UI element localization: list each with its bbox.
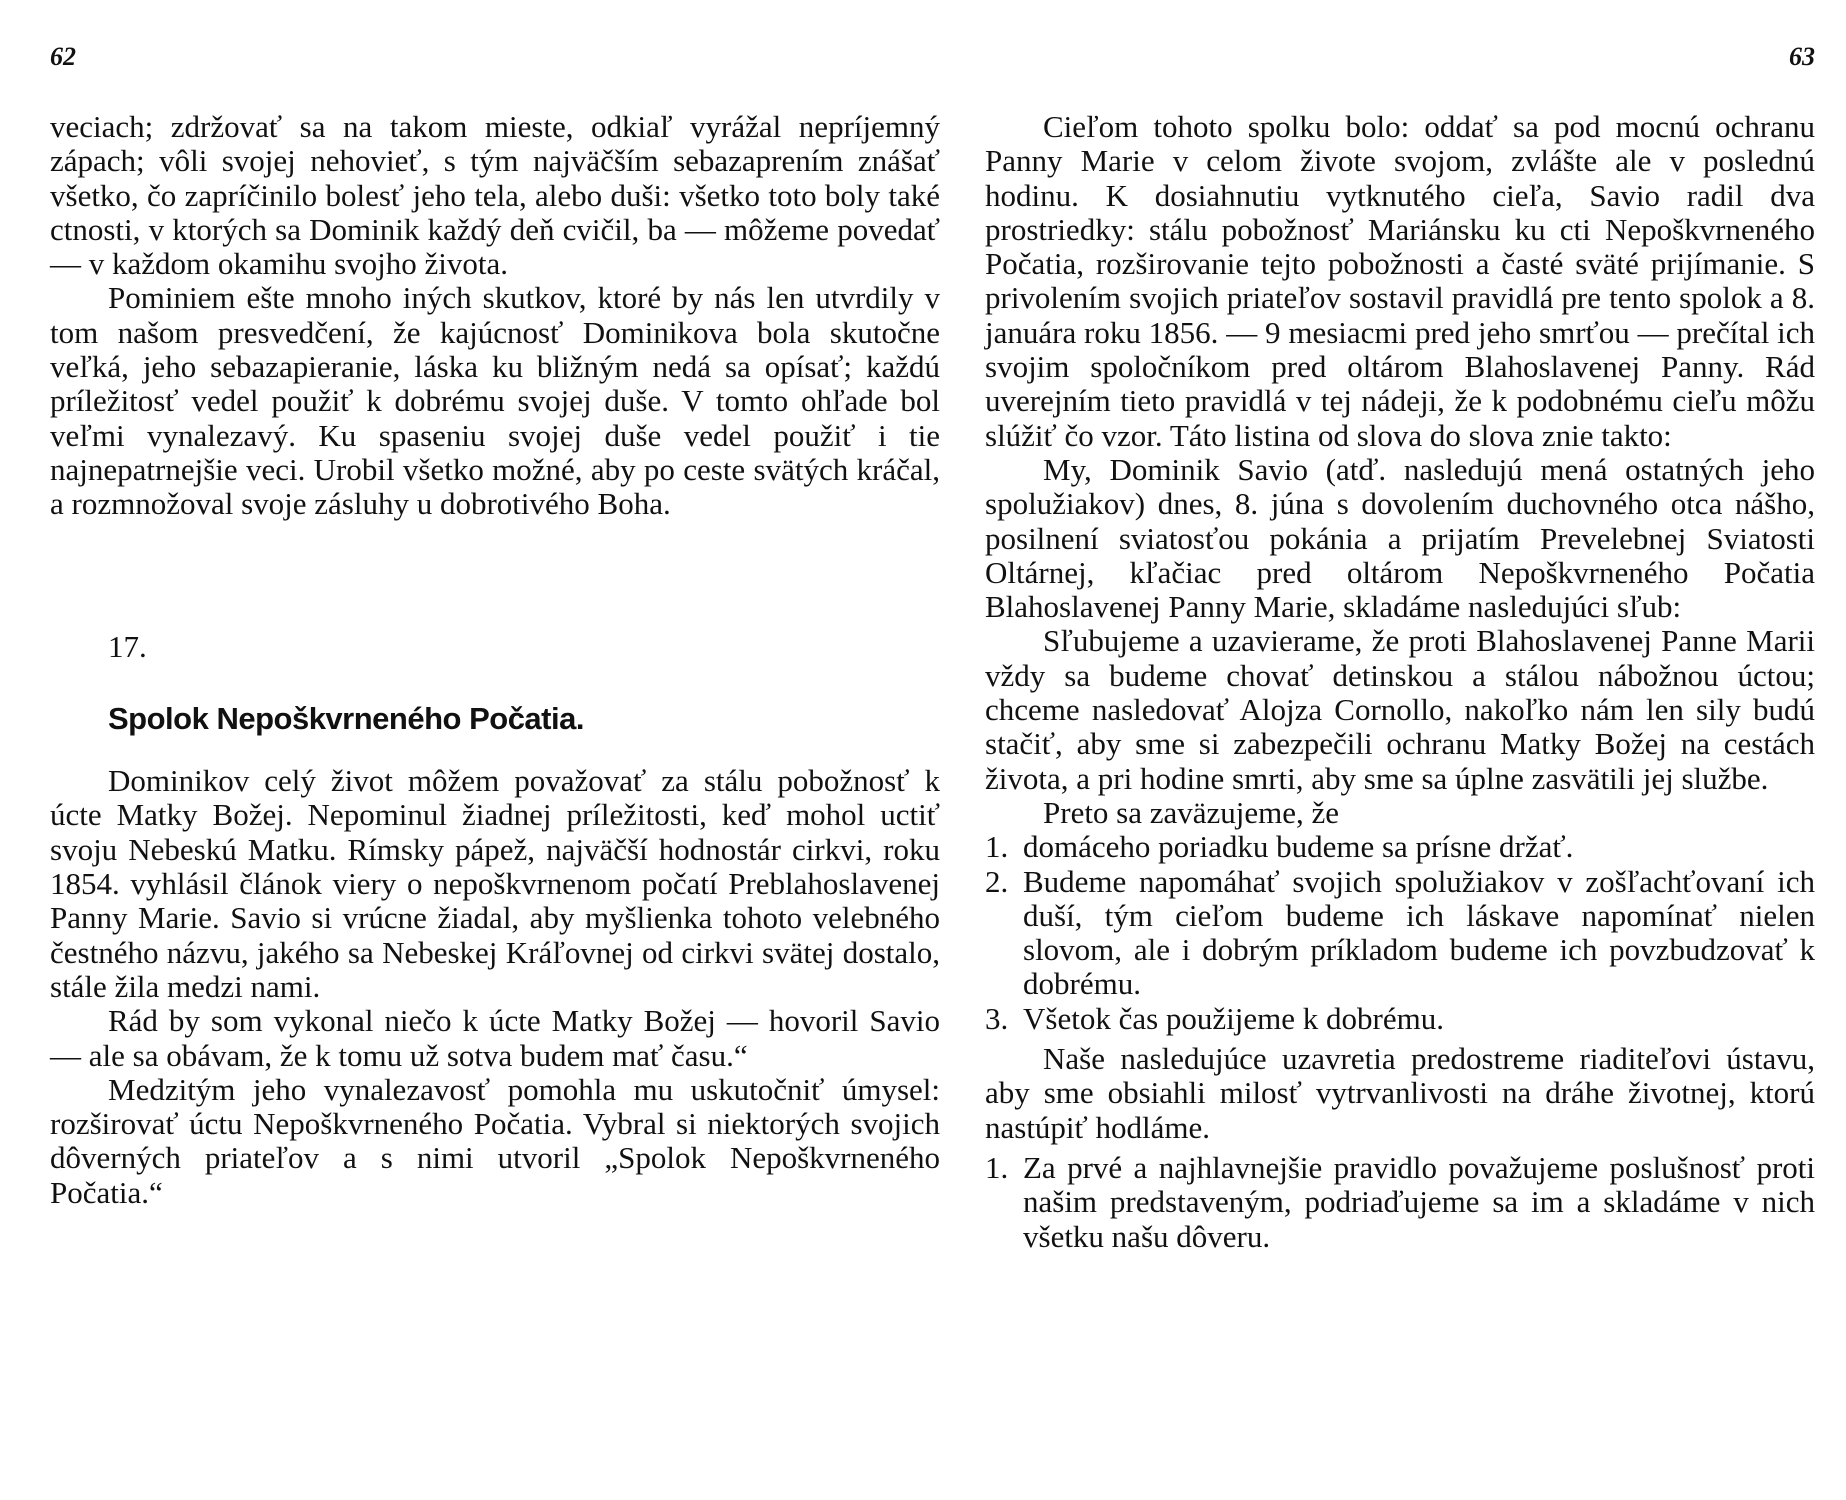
paragraph: Pominiem ešte mnoho iných skutkov, ktoré by nás len utvrdily v tom našom presvedčení, že kajúcnosť Dominikova bola skutočne veľká, jeho sebazapieranie, láska ku bližným nedá sa opísať; každú príležitosť vedel použiť k dobrému svojej duše. V tomto ohľade bol veľmi vynalezavý. Ku spaseniu svojej duše vedel použiť i tie najnepatrnejšie veci. Urobil všetko možné, aby po ceste svätých kráčal, a rozmnožoval svoje zásluhy u dobrotivého Boha. bbox=[50, 280, 940, 522]
list-item bbox=[985, 865, 1815, 1002]
paragraph: My, Dominik Savio (atď. nasledujú mená ostatných jeho spolužiakov) dnes, 8. júna s dovolením duchovného otca nášho, posilnení sviatosťou pokánia a prijatím Prevelebnej Sviatosti Oltárnej, kľačiac pred oltárom Nepoškvrneného Počatia Blahoslavenej Panny Marie, skladáme nasledujúci sľub: bbox=[985, 451, 1815, 625]
list-item bbox=[985, 1151, 1815, 1254]
list-text: Za prvé a najhlavnejšie pravidlo považujeme poslušnosť proti našim predstaveným, podriaďujeme sa im a skladáme v nich všetku našu dôveru. bbox=[1023, 1149, 1815, 1254]
list-text: Všetok čas použijeme k dobrému. bbox=[1023, 1000, 1444, 1036]
page-number: 63 bbox=[1789, 42, 1815, 71]
list-number: 3. bbox=[985, 1000, 1009, 1036]
paragraph: Sľubujeme a uzavierame, že proti Blahoslavenej Panne Marii vždy sa budeme chovať detinskou a stálou nábožnou úctou; chceme nasledovať Alojza Cornollo, nakoľko nám len sily budú stačiť, aby sme si zabezpečili ochranu Matky Božej na cestách života, a pri hodine smrti, aby sme sa úplne zasvätili jej službe. bbox=[985, 623, 1815, 796]
paragraph: Rád by som vykonal niečo k úcte Matky Božej — hovoril Savio — ale sa obávam, že k tomu už sotva budem mať času.“ bbox=[50, 1003, 940, 1073]
list-text: domáceho poriadku budeme sa prísne držať. bbox=[1023, 829, 1574, 865]
paragraph: Naše nasledujúce uzavretia predostreme riaditeľovi ústavu, aby sme obsiahli milosť vytrvanlivosti na dráhe životnej, ktorú nastúpiť hodláme. bbox=[985, 1041, 1815, 1145]
left-page bbox=[50, 0, 940, 1500]
list-item bbox=[985, 1002, 1815, 1036]
left-page-text bbox=[50, 110, 940, 1210]
pledge-list bbox=[985, 830, 1815, 1036]
paragraph: Dominikov celý život môžem považovať za stálu pobožnosť k úcte Matky Božej. Nepominul žiadnej príležitosti, keď mohol uctiť svoju Nebeskú Matku. Rímsky pápež, najväčší hodnostár cirkvi, roku 1854. vyhlásil článok viery o nepoškvrnenom počatí Preblahoslavenej Panny Marie. Savio si vrúcne žiadal, aby myšlienka tohoto velebného čestného názvu, jakého sa Nebeskej Kráľovnej od cirkvi svätej dostalo, stále žila medzi nami. bbox=[50, 763, 940, 1004]
list-item bbox=[985, 830, 1815, 864]
list-number: 1. bbox=[985, 829, 1009, 865]
paragraph: veciach; zdržovať sa na takom mieste, odkiaľ vyrážal nepríjemný zápach; vôli svojej nehovieť, s tým najväčším sebazaprením znášať všetko, čo zapríčinilo bolesť jeho tela, alebo duši: všetko toto boly také ctnosti, v ktorých sa Dominik každý deň cvičil, ba — môžeme povedať — v každom okamihu svojho života. bbox=[50, 109, 940, 282]
page-number: 62 bbox=[50, 42, 76, 71]
list-number: 1. bbox=[985, 1149, 1009, 1185]
right-page bbox=[985, 0, 1815, 1500]
list-number: 2. bbox=[985, 863, 1009, 899]
rules-list bbox=[985, 1151, 1815, 1254]
paragraph: Cieľom tohoto spolku bolo: oddať sa pod mocnú ochranu Panny Marie v celom živote svojom, zvlášte ale v poslednú hodinu. K dosiahnutiu vytknutého cieľa, Savio radil dva prostriedky: stálu pobožnosť Mariánsku ku cti Nepoškvrneného Počatia, rozširovanie tejto pobožnosti a časté sväté prijímanie. S privolením svojich priateľov sostavil pravidlá pre tento spolok a 8. januára roku 1856. — 9 mesiacmi pred jeho smrťou — prečítal ich svojim spoločníkom pred oltárom Blahoslavenej Panny. Rád uverejním tieto pravidlá v tej nádeji, že k podobnému cieľu môžu slúžiť čo vzor. Táto listina od slova do slova znie takto: bbox=[985, 109, 1815, 453]
chapter-title: Spolok Nepoškvrneného Počatia. bbox=[108, 700, 584, 736]
right-page-text bbox=[985, 110, 1815, 1254]
list-text: Budeme napomáhať svojich spolužiakov v zošľachťovaní ich duší, tým cieľom budeme ich láskave napomínať nielen slovom, ale i dobrým príkladom budeme ich povzbudzovať k dobrému. bbox=[1023, 863, 1815, 1002]
paragraph: Medzitým jeho vynalezavosť pomohla mu uskutočniť úmysel: rozširovať úctu Nepoškvrneného Počatia. Vybral si niektorých svojich dôverných priateľov a s nimi utvoril „Spolok Nepoškvrneného Počatia.“ bbox=[50, 1071, 940, 1210]
paragraph: Preto sa zaväzujeme, že bbox=[1043, 794, 1340, 830]
chapter-number: 17. bbox=[108, 628, 147, 664]
